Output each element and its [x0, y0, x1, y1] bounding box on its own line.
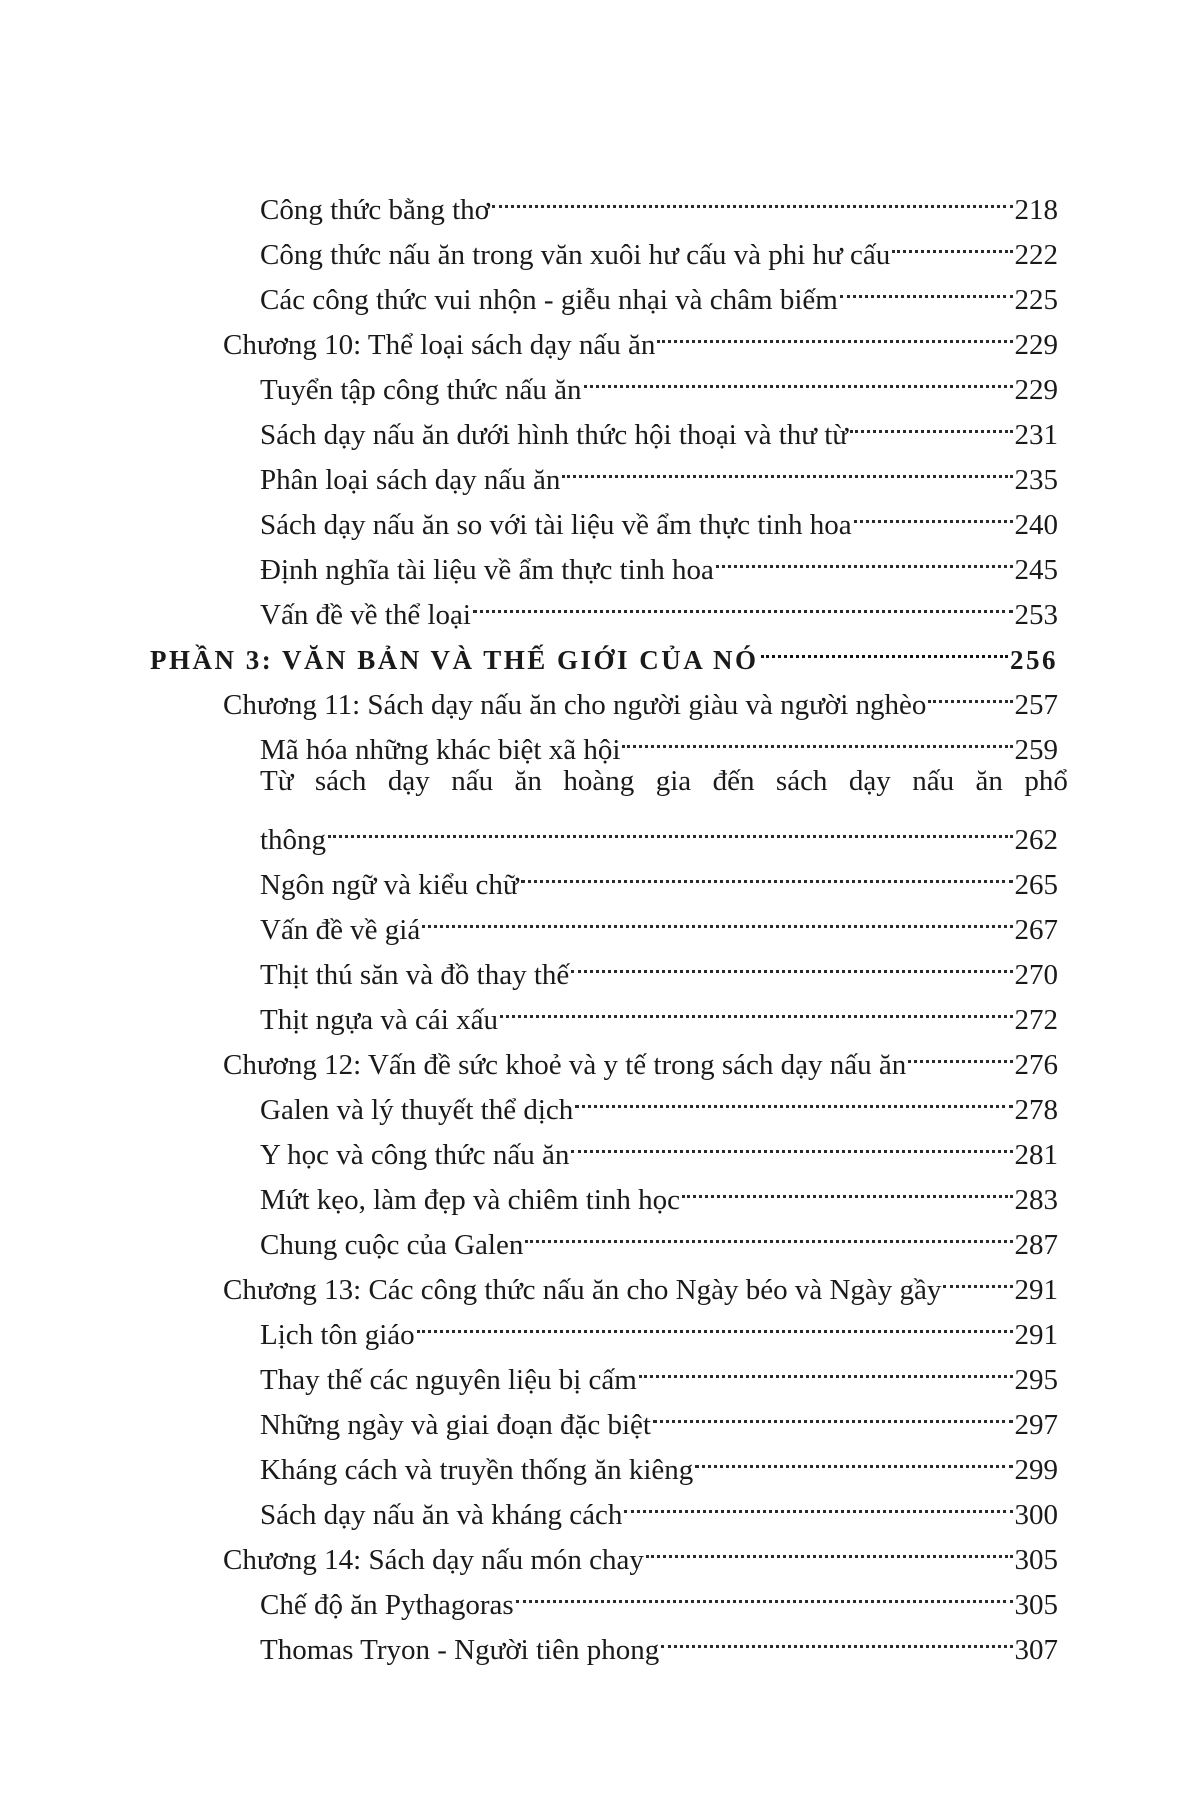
toc-entry-title: thông [260, 824, 327, 856]
toc-section-entry [260, 984, 1058, 1036]
toc-section-entry [260, 939, 1058, 991]
toc-page-number: 305 [1014, 1589, 1058, 1621]
toc-section-entry [260, 444, 1058, 496]
toc-page-number: 253 [1014, 599, 1058, 631]
toc-section-entry [260, 264, 1058, 316]
dot-leader [657, 309, 1012, 354]
toc-entry-title: Phân loại sách dạy nấu ăn [260, 464, 561, 496]
toc-page-number: 272 [1014, 1004, 1058, 1036]
toc-page-number: 291 [1014, 1274, 1058, 1306]
toc-section-entry [260, 219, 1058, 271]
toc-page-number: 256 [1010, 645, 1058, 675]
toc-entry-wrapped-line: Từ sách dạy nấu ăn hoàng gia đến sách dạy nấu ăn phổ [260, 765, 1068, 797]
toc-page-number: 229 [1014, 374, 1058, 406]
toc-section-entry [260, 489, 1058, 541]
dot-leader [908, 1029, 1012, 1074]
toc-entry-title: Vấn đề về thể loại [260, 599, 471, 631]
toc-chapter-entry [223, 1029, 1058, 1081]
dot-leader [840, 264, 1013, 309]
toc-section-entry [260, 534, 1058, 586]
toc-chapter-entry [223, 1524, 1058, 1576]
toc-entry-title: Các công thức vui nhộn - giễu nhại và châm biếm [260, 284, 838, 316]
dot-leader [850, 399, 1012, 444]
toc-page-number: 276 [1014, 1049, 1058, 1081]
toc-page-number: 299 [1014, 1454, 1058, 1486]
toc-entry-title: Y học và công thức nấu ăn [260, 1139, 570, 1171]
dot-leader [417, 1299, 1013, 1344]
toc-entry-title: Chương 14: Sách dạy nấu món chay [223, 1544, 644, 1576]
toc-entry-title: Ngôn ngữ và kiểu chữ [260, 869, 519, 901]
toc-section-entry [260, 1434, 1058, 1486]
toc-entry-title: Công thức nấu ăn trong văn xuôi hư cấu và phi hư cấu [260, 239, 891, 271]
dot-leader [525, 1209, 1012, 1254]
toc-section-entry [260, 1479, 1058, 1531]
toc-entry-title: Thịt ngựa và cái xấu [260, 1004, 498, 1036]
toc-page-number: 278 [1014, 1094, 1058, 1126]
dot-leader [646, 1524, 1013, 1569]
toc-page-number: 262 [1014, 824, 1058, 856]
toc-entry-title: PHẦN 3: VĂN BẢN VÀ THẾ GIỚI CỦA NÓ [150, 645, 759, 675]
toc-entry-title: Sách dạy nấu ăn dưới hình thức hội thoại và thư từ [260, 419, 849, 451]
toc-page-number: 235 [1014, 464, 1058, 496]
toc-section-entry [260, 579, 1058, 631]
toc-entry-title: Thay thế các nguyên liệu bị cấm [260, 1364, 637, 1396]
dot-leader [661, 1614, 1012, 1659]
toc-entry-title: Chương 10: Thể loại sách dạy nấu ăn [223, 329, 656, 361]
toc-page-number: 283 [1014, 1184, 1058, 1216]
toc-section-entry [260, 1389, 1058, 1441]
toc-entry-title: Chương 12: Vấn đề sức khoẻ và y tế trong sách dạy nấu ăn [223, 1049, 907, 1081]
toc-entry-title: Chế độ ăn Pythagoras [260, 1589, 514, 1621]
toc-section-entry [260, 714, 1058, 766]
toc-page-number: 259 [1014, 734, 1058, 766]
toc-section-entry [260, 399, 1058, 451]
toc-page-number: 257 [1014, 689, 1058, 721]
toc-entry-title: Chương 11: Sách dạy nấu ăn cho người giàu và người nghèo [223, 689, 927, 721]
dot-leader [422, 894, 1012, 939]
dot-leader [571, 1119, 1012, 1164]
toc-section-entry [260, 354, 1058, 406]
toc-page-number: 287 [1014, 1229, 1058, 1261]
toc-section-entry [260, 804, 1058, 856]
toc-entry-title: Những ngày và giai đoạn đặc biệt [260, 1409, 651, 1441]
toc-section-entry [260, 1209, 1058, 1261]
dot-leader [575, 1074, 1012, 1119]
toc-section-entry [260, 1074, 1058, 1126]
dot-leader [653, 1389, 1013, 1434]
toc-chapter-entry [223, 669, 1058, 721]
toc-section-entry [260, 849, 1058, 901]
dot-leader [516, 1569, 1013, 1614]
toc-entry-title: Định nghĩa tài liệu về ẩm thực tinh hoa [260, 554, 714, 586]
dot-leader [562, 444, 1012, 489]
toc-page-number: 225 [1014, 284, 1058, 316]
toc-entry-title: Chương 13: Các công thức nấu ăn cho Ngày béo và Ngày gầy [223, 1274, 942, 1306]
dot-leader [521, 849, 1013, 894]
dot-leader [943, 1254, 1012, 1299]
toc-entry-title: Sách dạy nấu ăn và kháng cách [260, 1499, 623, 1531]
dot-leader [639, 1344, 1013, 1389]
toc-entry-title: Thịt thú săn và đồ thay thế [260, 959, 570, 991]
toc-entry-title: Lịch tôn giáo [260, 1319, 415, 1351]
dot-leader [500, 984, 1013, 1029]
toc-page-number: 267 [1014, 914, 1058, 946]
dot-leader [624, 1479, 1012, 1524]
toc-page-number: 218 [1014, 194, 1058, 226]
dot-leader [761, 624, 1008, 669]
toc-page-number: 265 [1014, 869, 1058, 901]
toc-entry-title: Vấn đề về giá [260, 914, 421, 946]
toc-entry-title: Chung cuộc của Galen [260, 1229, 524, 1261]
toc-page-number: 229 [1014, 329, 1058, 361]
toc-entry-title: Sách dạy nấu ăn so với tài liệu về ẩm thực tinh hoa [260, 509, 852, 541]
toc-entry-title: Mã hóa những khác biệt xã hội [260, 734, 621, 766]
toc-page-number: 245 [1014, 554, 1058, 586]
toc-section-entry [260, 174, 1058, 226]
toc-section-entry [260, 1614, 1058, 1666]
dot-leader [571, 939, 1012, 984]
dot-leader [892, 219, 1012, 264]
toc-page-number: 295 [1014, 1364, 1058, 1396]
toc-entry-title: Công thức bằng thơ [260, 194, 491, 226]
toc-entry-title: Mứt kẹo, làm đẹp và chiêm tinh học [260, 1184, 681, 1216]
toc-page-number: 270 [1014, 959, 1058, 991]
toc-entry-title: Tuyển tập công thức nấu ăn [260, 374, 582, 406]
toc-page-number: 281 [1014, 1139, 1058, 1171]
toc-page-number: 231 [1014, 419, 1058, 451]
toc-section-entry [260, 1164, 1058, 1216]
toc-page-number: 305 [1014, 1544, 1058, 1576]
toc-page-number: 291 [1014, 1319, 1058, 1351]
toc-chapter-entry [223, 1254, 1058, 1306]
toc-section-entry [260, 894, 1058, 946]
toc-page-number: 297 [1014, 1409, 1058, 1441]
toc-page-number: 240 [1014, 509, 1058, 541]
dot-leader [584, 354, 1013, 399]
dot-leader [682, 1164, 1012, 1209]
dot-leader [854, 489, 1013, 534]
dot-leader [622, 714, 1012, 759]
toc-entry-title: Galen và lý thuyết thể dịch [260, 1094, 574, 1126]
dot-leader [928, 669, 1012, 714]
toc-section-entry [260, 1344, 1058, 1396]
toc-entry-title: Kháng cách và truyền thống ăn kiêng [260, 1454, 694, 1486]
dot-leader [716, 534, 1013, 579]
dot-leader [695, 1434, 1012, 1479]
toc-page-number: 300 [1014, 1499, 1058, 1531]
toc-section-entry [260, 1299, 1058, 1351]
toc-section-entry [260, 1119, 1058, 1171]
dot-leader [473, 579, 1013, 624]
toc-chapter-entry [223, 309, 1058, 361]
toc-section-entry [260, 1569, 1058, 1621]
toc-entry-title: Thomas Tryon - Người tiên phong [260, 1634, 660, 1666]
toc-part-heading [150, 624, 1058, 675]
toc-page-number: 307 [1014, 1634, 1058, 1666]
toc-page-number: 222 [1014, 239, 1058, 271]
dot-leader [492, 174, 1012, 219]
dot-leader [328, 804, 1012, 849]
